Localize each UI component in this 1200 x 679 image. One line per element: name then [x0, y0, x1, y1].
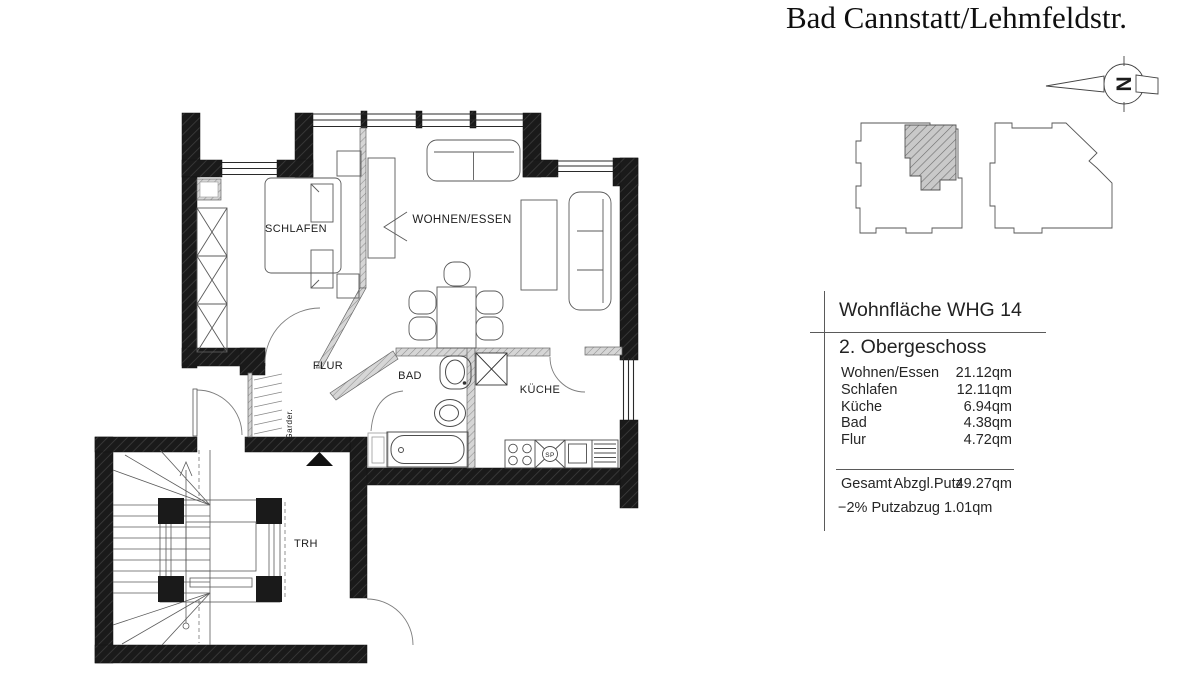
kitchen-unit-icon: [569, 444, 587, 463]
chair-icon: [476, 317, 503, 340]
room-area: 12.11qm: [956, 381, 1012, 398]
room-name: Küche: [841, 398, 883, 415]
wall-niche: [200, 182, 218, 197]
dining-table-icon: [437, 287, 476, 348]
room-area: 4.38qm: [963, 415, 1012, 432]
entrance-door-arc: [197, 390, 242, 435]
panel-floor: 2. Obergeschoss: [839, 336, 987, 358]
chair-icon: [409, 291, 436, 314]
total-value: 49.27qm: [955, 476, 1012, 492]
nightstand-icon: [337, 274, 359, 298]
wardrobe-icon: [197, 208, 227, 352]
room-name: Bad: [841, 415, 867, 432]
room-name: Wohnen/Essen: [841, 365, 940, 381]
sofa-three-seat-icon: [569, 192, 611, 310]
chair-icon: [476, 291, 503, 314]
room-label-kueche: KÜCHE: [519, 384, 561, 396]
schlafen-door-arc: [265, 308, 320, 363]
room-area: 4.72qm: [963, 432, 1012, 449]
room-label-schlafen: SCHLAFEN: [265, 223, 327, 235]
room-label-flur: FLUR: [312, 360, 344, 372]
panel-heading: Wohnfläche WHG 14: [839, 299, 1022, 321]
kitchen-counter: [505, 440, 618, 468]
key-plan-left: [856, 123, 962, 233]
room-name: Schlafen: [841, 381, 898, 398]
north-letter: N: [1111, 76, 1135, 92]
entrance-marker-icon: [306, 452, 333, 466]
room-name: Flur: [841, 432, 866, 449]
bath-niche: [368, 433, 388, 467]
key-plan-highlight: [905, 125, 956, 190]
key-plan-right: [990, 123, 1112, 233]
room-label-wohnen-essen: WOHNEN/ESSEN: [412, 214, 512, 226]
deduction-note: −2% Putzabzug 1.01qm: [838, 500, 993, 516]
elevator-icon: [158, 498, 282, 602]
entrance-door-leaf: [193, 389, 197, 436]
coffee-table-icon: [521, 200, 557, 290]
room-label-bad: BAD: [398, 370, 422, 382]
north-arrow-icon: [1046, 56, 1158, 112]
room-label-trh: TRH: [294, 538, 318, 550]
bathtub-icon: [387, 432, 468, 467]
chair-icon: [409, 317, 436, 340]
bad-door-arc: [371, 391, 403, 431]
sink-label: SP: [545, 452, 555, 459]
tv-callout-icon: [384, 212, 407, 241]
shaft-icon: [476, 353, 507, 385]
bedroom-furniture: [197, 151, 361, 352]
total-note: Abzgl.Putz: [893, 476, 963, 492]
drainer-icon: [594, 444, 616, 462]
stove-icon: [509, 444, 532, 465]
garderobe-label: Garder.: [284, 408, 294, 440]
page-title: Bad Cannstatt/Lehmfeldstr.: [786, 0, 1127, 35]
chair-icon: [444, 262, 470, 286]
room-area: 21.12qm: [955, 365, 1012, 381]
room-area: 6.94qm: [963, 398, 1012, 415]
staircase-icon: [113, 450, 285, 645]
nightstand-icon: [337, 151, 361, 176]
shelf-icon: [368, 158, 395, 258]
coat-rack-icon: [254, 374, 282, 434]
trh-door-arc: [367, 599, 413, 645]
total-label: Gesamt: [841, 476, 892, 492]
